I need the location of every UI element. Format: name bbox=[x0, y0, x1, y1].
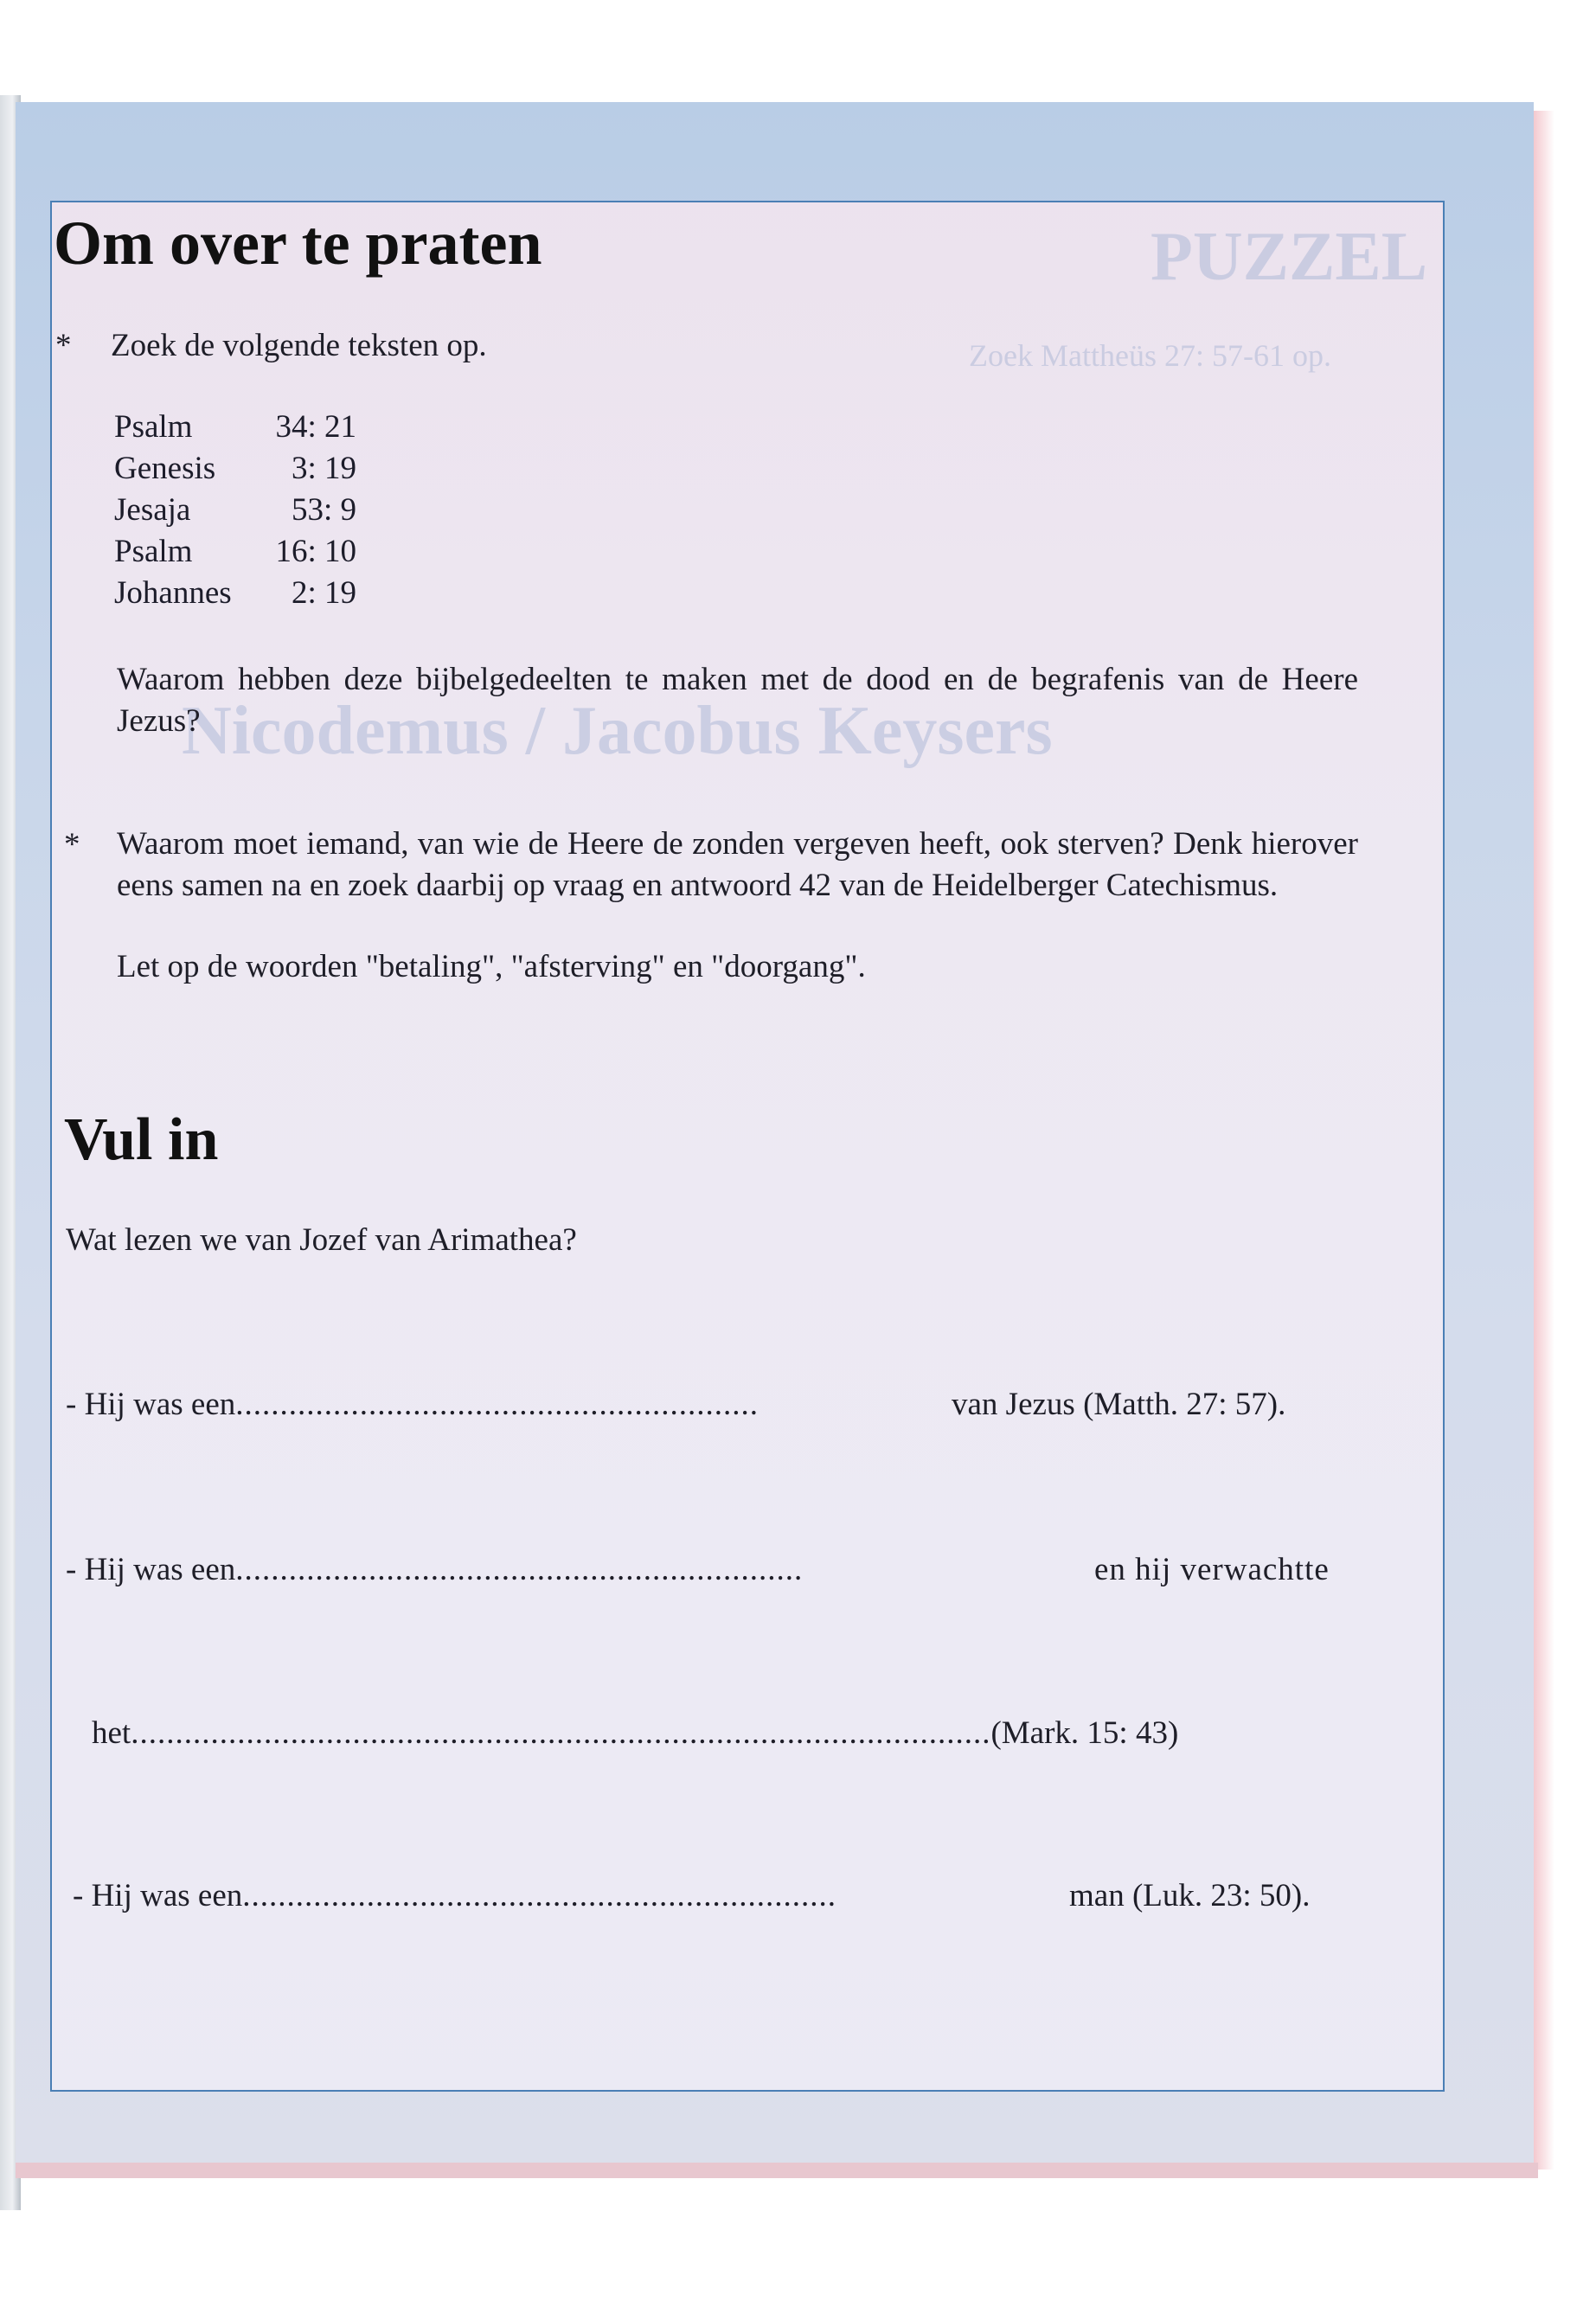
bullet-2-marker: * bbox=[64, 827, 80, 862]
fill-line-3 bbox=[92, 1715, 1178, 1752]
reference-verse: 3: 19 bbox=[291, 451, 356, 486]
fill-line-4-suffix: man (Luk. 23: 50). bbox=[1069, 1878, 1311, 1913]
reference-verse: 34: 21 bbox=[275, 409, 356, 445]
fill-in-blank[interactable]: ................................................................... bbox=[242, 1878, 836, 1913]
fill-line-prefix: - Hij was een bbox=[66, 1552, 236, 1587]
section-heading-vul-in: Vul in bbox=[64, 1106, 219, 1173]
reference-verse: 53: 9 bbox=[291, 492, 356, 528]
fill-line-2 bbox=[66, 1551, 803, 1588]
reference-book: Jesaja bbox=[114, 492, 191, 528]
reference-row bbox=[114, 531, 356, 573]
fill-line-prefix: het bbox=[92, 1715, 131, 1751]
fill-line-2-suffix: en hij verwachtte bbox=[1094, 1552, 1330, 1587]
reference-verse: 16: 10 bbox=[275, 534, 356, 569]
page-right-edge bbox=[1534, 111, 1554, 2170]
question-1: Waarom hebben deze bijbelgedeelten te maken met de dood en de begrafenis van de Heere Jezus? bbox=[117, 662, 1358, 739]
fill-line-1-suffix: van Jezus (Matth. 27: 57). bbox=[952, 1387, 1286, 1422]
reference-row bbox=[114, 490, 356, 531]
reference-book: Johannes bbox=[114, 575, 232, 611]
bleed-through-subtitle: Zoek Mattheüs 27: 57-61 op. bbox=[969, 338, 1331, 373]
bullet-1-marker: * bbox=[55, 328, 72, 363]
bullet-1-text: Zoek de volgende teksten op. bbox=[111, 328, 487, 363]
reference-verse: 2: 19 bbox=[291, 575, 356, 611]
fill-line-prefix: - Hij was een bbox=[73, 1878, 243, 1913]
page-bottom-edge bbox=[16, 2163, 1538, 2178]
reference-book: Psalm bbox=[114, 534, 193, 569]
fill-in-blank[interactable]: ................................................................................................. bbox=[131, 1715, 991, 1751]
fill-line-3-suffix: (Mark. 15: 43) bbox=[990, 1715, 1179, 1751]
fill-in-blank[interactable]: ................................................................ bbox=[235, 1552, 804, 1587]
bullet-2-text: Waarom moet iemand, van wie de Heere de zonden vergeven heeft, ook sterven? Denk hierover eens samen na en zoek daarbij op vraag en antwoord 42 van de Heidelberger Catechismus. bbox=[117, 826, 1358, 903]
fill-line-prefix: - Hij was een bbox=[66, 1387, 236, 1422]
reference-row bbox=[114, 448, 356, 490]
bullet-2-note: Let op de woorden "betaling", "afsterving" en "doorgang". bbox=[117, 949, 866, 984]
reference-row bbox=[114, 573, 356, 614]
bleed-through-name: Nicodemus / Jacobus Keysers bbox=[182, 693, 1053, 769]
fill-line-4 bbox=[73, 1877, 836, 1914]
fill-line-1 bbox=[66, 1386, 759, 1423]
bleed-through-title: PUZZEL bbox=[1151, 219, 1428, 295]
reference-list bbox=[114, 407, 356, 614]
section-heading-om-over-te-praten: Om over te praten bbox=[54, 208, 542, 278]
fill-in-blank[interactable]: ........................................................... bbox=[235, 1387, 759, 1422]
reference-book: Psalm bbox=[114, 409, 193, 445]
vul-in-question: Wat lezen we van Jozef van Arimathea? bbox=[66, 1222, 577, 1258]
reference-book: Genesis bbox=[114, 451, 216, 486]
reference-row bbox=[114, 407, 356, 448]
